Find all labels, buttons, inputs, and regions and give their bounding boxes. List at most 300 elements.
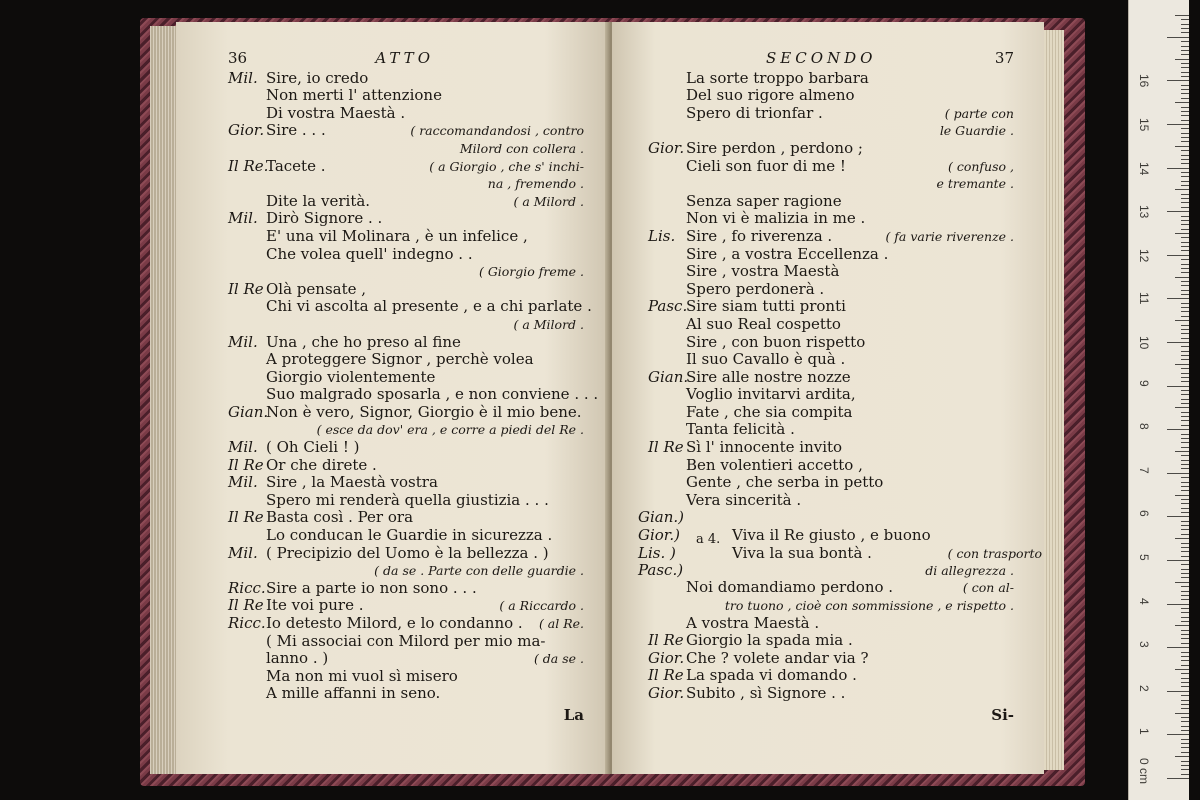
ruler-tick xyxy=(1181,447,1189,448)
verse-text: E' una vil Molinara , è un infelice , xyxy=(266,226,528,245)
ruler-tick xyxy=(1181,137,1189,138)
text-line xyxy=(228,404,584,422)
ruler-tick xyxy=(1175,582,1189,583)
ruler-tick xyxy=(1181,390,1189,391)
ruler-tick xyxy=(1181,220,1189,221)
quartet-stage-2: di allegrezza . xyxy=(925,563,1014,579)
ruler-tick xyxy=(1181,682,1189,683)
ruler-tick xyxy=(1181,569,1189,570)
stage-direction: ( a Milord . xyxy=(513,193,584,209)
text-line xyxy=(228,316,584,334)
stage-direction: e tremante . xyxy=(936,176,1014,192)
ruler-tick xyxy=(1181,595,1189,596)
verse-text: Non merti l' attenzione xyxy=(266,86,442,105)
verse-text: Una , che ho preso al fine xyxy=(266,332,461,351)
ruler-tick xyxy=(1167,168,1189,169)
ruler-tick xyxy=(1181,708,1189,709)
ruler-tick xyxy=(1181,32,1189,33)
ruler-tick xyxy=(1181,503,1189,504)
ruler-tick xyxy=(1181,202,1189,203)
text-line xyxy=(228,633,584,651)
verse-text: Sire siam tutti pronti xyxy=(686,297,846,316)
ruler-tick xyxy=(1167,298,1189,299)
ruler-unit-label: 0 cm xyxy=(1137,758,1151,785)
ruler-tick xyxy=(1181,765,1189,766)
quartet-speakers xyxy=(638,509,684,579)
ruler-tick xyxy=(1175,59,1189,60)
ruler-tick xyxy=(1181,665,1189,666)
text-line xyxy=(228,193,584,211)
text-line xyxy=(648,492,1014,510)
ruler-tick xyxy=(1181,76,1189,77)
ruler-tick xyxy=(1175,102,1189,103)
quartet-line-1-text: Viva il Re giusto , e buono xyxy=(732,526,931,545)
ruler-tick xyxy=(1181,455,1189,456)
ruler-tick xyxy=(1175,538,1189,539)
ruler-tick xyxy=(1181,98,1189,99)
ruler-tick xyxy=(1181,311,1189,312)
ruler-tick xyxy=(1181,325,1189,326)
ruler-tick xyxy=(1181,368,1189,369)
ruler-tick xyxy=(1181,303,1189,304)
left-page-header xyxy=(228,50,584,68)
verse-text: Dite la verità. xyxy=(266,191,371,210)
text-line xyxy=(228,439,584,457)
text-line xyxy=(228,385,599,404)
verse-text: lanno . ) xyxy=(266,649,329,668)
quartet-line-1 xyxy=(732,527,931,545)
ruler-tick xyxy=(1181,673,1189,674)
ruler-tick xyxy=(1181,521,1189,522)
ruler-tick xyxy=(1181,726,1189,727)
verse-text: Ite voi pure . xyxy=(266,596,364,615)
ruler-tick xyxy=(1181,403,1189,404)
text-line xyxy=(648,140,1014,158)
ruler-tick xyxy=(1181,769,1189,770)
text-line xyxy=(648,263,1014,281)
ruler-number: 2 xyxy=(1137,684,1151,692)
text-line xyxy=(648,70,1014,88)
verse-text: Gente , che serba in petto xyxy=(686,473,884,492)
ruler-tick xyxy=(1181,761,1189,762)
ruler-tick xyxy=(1181,586,1189,587)
verse-text: Cieli son fuor di me ! xyxy=(686,156,846,175)
ruler-tick xyxy=(1181,259,1189,260)
ruler-tick xyxy=(1181,285,1189,286)
quartet-speaker: Lis. ) xyxy=(638,543,676,562)
speaker-label: Mil. xyxy=(228,209,258,228)
ruler-tick xyxy=(1181,224,1189,225)
ruler-tick xyxy=(1167,80,1189,81)
text-line xyxy=(648,474,1014,492)
ruler-tick xyxy=(1167,516,1189,517)
ruler-tick xyxy=(1181,621,1189,622)
ruler-tick xyxy=(1181,19,1189,20)
ruler-tick xyxy=(1181,346,1189,347)
text-line xyxy=(648,210,1014,228)
verse-text: Non vi è malizia in me . xyxy=(686,209,866,228)
stage-direction: tro tuono , cioè con sommissione , e rispetto . xyxy=(724,598,1014,614)
verse-text: Tacete . xyxy=(266,156,326,175)
quartet-line-2 xyxy=(732,545,1042,563)
ruler-tick xyxy=(1181,85,1189,86)
ruler-tick xyxy=(1181,150,1189,151)
speaker-label: Mil. xyxy=(228,543,258,562)
ruler-number: 6 xyxy=(1137,510,1151,518)
ruler-tick xyxy=(1181,93,1189,94)
ruler-tick xyxy=(1181,242,1189,243)
stage-direction: ( da se . xyxy=(533,651,584,667)
stage-direction: na , fremendo . xyxy=(487,176,584,192)
ruler-number: 14 xyxy=(1137,161,1151,175)
ruler-number: 12 xyxy=(1137,248,1151,263)
ruler-tick xyxy=(1181,634,1189,635)
left-page-text xyxy=(228,68,599,703)
quartet-stage-1: ( con trasporto xyxy=(947,545,1042,561)
ruler-tick xyxy=(1175,756,1189,757)
ruler-tick xyxy=(1175,189,1189,190)
ruler-tick xyxy=(1181,556,1189,557)
text-line xyxy=(228,668,584,686)
left-running-head: ATTO xyxy=(375,49,434,67)
ruler-tick xyxy=(1181,438,1189,439)
verse-text: Fate , che sia compita xyxy=(686,402,853,421)
quartet-speaker: Gior.) xyxy=(638,526,680,545)
speaker-label: Il Re xyxy=(228,279,264,298)
speaker-label: Il Re xyxy=(648,438,684,457)
ruler-tick xyxy=(1181,551,1189,552)
ruler-tick xyxy=(1181,281,1189,282)
verse-text: Olà pensate , xyxy=(266,279,367,298)
text-line xyxy=(228,281,584,299)
ruler-tick xyxy=(1175,364,1189,365)
text-line xyxy=(228,527,584,545)
text-line xyxy=(648,386,1014,404)
text-line xyxy=(228,545,584,563)
ruler-tick xyxy=(1175,146,1189,147)
ruler-tick xyxy=(1181,704,1189,705)
quartet-marker: a 4. xyxy=(696,532,721,548)
stage-direction: le Guardie . xyxy=(939,123,1014,139)
speaker-label: Il Re xyxy=(648,666,684,685)
speaker-label: Gior. xyxy=(648,138,685,157)
verse-text: La spada vi domando . xyxy=(686,666,857,685)
ruler-tick xyxy=(1181,351,1189,352)
stage-direction: ( da se . Parte con delle guardie . xyxy=(374,563,584,579)
ruler-tick xyxy=(1181,185,1189,186)
verse-text: Dirò Signore . . xyxy=(266,209,383,228)
text-line xyxy=(648,334,1014,352)
ruler-tick xyxy=(1175,15,1189,16)
ruler-tick xyxy=(1167,342,1189,343)
verse-text: Lo conducan le Guardie in sicurezza . xyxy=(266,526,553,545)
ruler-tick xyxy=(1181,420,1189,421)
ruler-tick xyxy=(1181,529,1189,530)
ruler-tick xyxy=(1181,486,1189,487)
text-line xyxy=(648,122,1014,140)
ruler-tick xyxy=(1181,128,1189,129)
text-line xyxy=(648,351,1014,369)
ruler-tick xyxy=(1181,416,1189,417)
ruler-tick xyxy=(1175,233,1189,234)
stage-direction: ( fa varie riverenze . xyxy=(885,228,1014,244)
ruler-tick xyxy=(1181,543,1189,544)
ruler-tick xyxy=(1175,495,1189,496)
verse-text: Sire , vostra Maestà xyxy=(686,262,840,281)
text-line xyxy=(228,105,584,123)
ruler-tick xyxy=(1181,176,1189,177)
ruler-tick xyxy=(1181,381,1189,382)
ruler-tick xyxy=(1167,560,1189,561)
verse-text: Il suo Cavallo è quà . xyxy=(686,350,846,369)
speaker-label: Mil. xyxy=(228,68,258,87)
ruler-tick xyxy=(1181,268,1189,269)
text-line xyxy=(648,87,1014,105)
stage-direction: ( Giorgio freme . xyxy=(478,264,584,280)
speaker-label: Gian. xyxy=(648,367,689,386)
ruler-tick xyxy=(1181,774,1189,775)
ruler-tick xyxy=(1181,394,1189,395)
ruler-tick xyxy=(1181,412,1189,413)
ruler-tick xyxy=(1167,255,1189,256)
verse-text: Io detesto Milord, e lo condanno . xyxy=(266,614,523,632)
ruler-tick xyxy=(1181,608,1189,609)
ruler-tick xyxy=(1181,229,1189,230)
verse-text: Giorgio violentemente xyxy=(266,367,436,386)
text-line xyxy=(648,298,1014,316)
verse-text: Vera sincerità . xyxy=(686,490,802,509)
text-line xyxy=(228,297,592,316)
text-line xyxy=(228,122,584,140)
ruler-tick xyxy=(1175,451,1189,452)
ruler-tick xyxy=(1167,429,1189,430)
text-line xyxy=(648,667,1014,685)
ruler-tick xyxy=(1181,660,1189,661)
ruler-tick xyxy=(1181,434,1189,435)
text-line xyxy=(648,404,1014,422)
verse-text: Basta così . Per ora xyxy=(266,508,414,527)
right-page-header xyxy=(648,50,1014,68)
text-line xyxy=(648,597,1014,615)
ruler-tick xyxy=(1181,24,1189,25)
stage-direction: ( raccomandandosi , contro xyxy=(410,123,584,139)
speaker-label: Il Re xyxy=(228,455,264,474)
speaker-label: Gior. xyxy=(648,684,685,702)
ruler-tick xyxy=(1181,652,1189,653)
text-line xyxy=(228,351,584,369)
speaker-label: Il Re xyxy=(228,596,264,615)
quartet-line-2-text: Viva la sua bontà . xyxy=(732,543,872,562)
ruler-tick xyxy=(1181,656,1189,657)
speaker-label: Il Re. xyxy=(228,156,269,175)
ruler-tick xyxy=(1167,211,1189,212)
text-line xyxy=(228,210,584,228)
text-line xyxy=(228,246,584,264)
ruler-tick xyxy=(1181,272,1189,273)
ruler-tick xyxy=(1181,730,1189,731)
ruler-tick xyxy=(1181,617,1189,618)
ruler-tick xyxy=(1181,89,1189,90)
verse-text: Tanta felicità . xyxy=(686,420,795,439)
ruler-number: 5 xyxy=(1137,554,1151,561)
verse-text: Sire, io credo xyxy=(266,68,369,87)
ruler-number: 1 xyxy=(1137,728,1151,736)
stage-direction: ( parte con xyxy=(944,105,1014,121)
ruler-tick xyxy=(1181,373,1189,374)
verse-text: Sire a parte io non sono . . . xyxy=(266,578,477,597)
ruler-tick xyxy=(1181,442,1189,443)
text-line xyxy=(648,369,1014,387)
speaker-label: Gior. xyxy=(228,121,265,140)
ruler-tick xyxy=(1181,237,1189,238)
ruler-tick xyxy=(1181,512,1189,513)
text-line xyxy=(228,509,584,527)
verse-text: Spero perdonerà . xyxy=(686,279,825,298)
text-line xyxy=(648,246,1014,264)
stage-direction: ( a Riccardo . xyxy=(499,598,584,614)
ruler-number: 13 xyxy=(1137,205,1151,219)
text-line xyxy=(648,228,1014,246)
ruler-tick xyxy=(1181,107,1189,108)
ruler-tick xyxy=(1181,739,1189,740)
text-line xyxy=(228,158,584,176)
text-line xyxy=(648,439,1014,457)
ruler-tick xyxy=(1181,612,1189,613)
text-line xyxy=(228,334,584,352)
ruler-tick xyxy=(1167,37,1189,38)
ruler-tick xyxy=(1175,669,1189,670)
ruler-tick xyxy=(1181,643,1189,644)
text-line xyxy=(228,580,584,598)
speaker-label: Ricc. xyxy=(228,578,266,597)
text-line xyxy=(228,492,584,510)
verse-text: Giorgio la spada mia . xyxy=(686,631,853,650)
ruler-tick xyxy=(1181,721,1189,722)
speaker-label: Mil. xyxy=(228,473,258,492)
left-catchword: La xyxy=(563,705,584,724)
ruler-tick xyxy=(1181,591,1189,592)
ruler-tick xyxy=(1181,377,1189,378)
ruler-tick xyxy=(1181,482,1189,483)
verse-text: ( Mi associai con Milord per mio ma- xyxy=(266,631,546,650)
text-line xyxy=(648,685,1014,703)
ruler-tick xyxy=(1167,473,1189,474)
ruler-tick xyxy=(1181,338,1189,339)
speaker-label: Pasc. xyxy=(648,297,688,316)
verse-text: Sire perdon , perdono ; xyxy=(686,138,863,157)
verse-text: Di vostra Maestà . xyxy=(266,103,406,122)
speaker-label: Il Re xyxy=(648,631,684,650)
ruler-tick xyxy=(1181,695,1189,696)
stage-direction: ( a Milord . xyxy=(513,316,584,332)
ruler-tick xyxy=(1167,778,1189,779)
verse-text: Suo malgrado sposarla , e non conviene . . . xyxy=(266,385,599,404)
text-line xyxy=(228,474,584,492)
verse-text: Al suo Real cospetto xyxy=(686,314,841,333)
verse-text: Che volea quell' indegno . . xyxy=(266,244,473,263)
ruler-tick xyxy=(1181,46,1189,47)
measurement-ruler xyxy=(1128,0,1189,800)
verse-text: Che ? volete andar via ? xyxy=(686,648,869,667)
text-line xyxy=(228,421,584,439)
ruler-tick xyxy=(1181,355,1189,356)
ruler-number: 9 xyxy=(1137,379,1151,387)
stage-direction: ( con al- xyxy=(962,580,1014,596)
ruler-tick xyxy=(1181,198,1189,199)
ruler-tick xyxy=(1181,477,1189,478)
verse-text: Noi domandiamo perdono . xyxy=(686,578,894,597)
ruler-number: 10 xyxy=(1137,336,1151,350)
ruler-tick xyxy=(1181,163,1189,164)
ruler-tick xyxy=(1181,54,1189,55)
text-line xyxy=(648,281,1014,299)
verse-text: Chi vi ascolta al presente , e a chi parlate . xyxy=(266,297,592,316)
ruler-tick xyxy=(1167,647,1189,648)
ruler-tick xyxy=(1181,359,1189,360)
ruler-number: 4 xyxy=(1137,597,1151,605)
speaker-label: Mil. xyxy=(228,332,258,351)
ruler-tick xyxy=(1181,573,1189,574)
text-line xyxy=(648,615,1014,633)
quartet-speaker: Pasc.) xyxy=(638,561,684,580)
verse-text: La sorte troppo barbara xyxy=(686,68,869,87)
ruler-tick xyxy=(1181,399,1189,400)
ruler-tick xyxy=(1167,124,1189,125)
text-line xyxy=(228,457,584,475)
ruler-tick xyxy=(1181,155,1189,156)
text-line xyxy=(648,193,1014,211)
ruler-tick xyxy=(1181,67,1189,68)
left-page xyxy=(176,22,610,774)
ruler-tick xyxy=(1181,525,1189,526)
ruler-tick xyxy=(1181,564,1189,565)
text-line xyxy=(228,650,584,668)
verse-text: Spero di trionfar . xyxy=(686,103,823,122)
ruler-tick xyxy=(1181,316,1189,317)
text-line xyxy=(228,597,584,615)
right-catchword: Si- xyxy=(991,705,1014,724)
ruler-tick xyxy=(1181,464,1189,465)
ruler-tick xyxy=(1175,277,1189,278)
quartet-speaker: Gian.) xyxy=(638,508,685,527)
stage-direction: ( esce da dov' era , e corre a piedi del Re . xyxy=(316,422,584,438)
verse-text: ( Precipizio del Uomo è la bellezza . ) xyxy=(266,543,549,562)
ruler-tick xyxy=(1181,159,1189,160)
ruler-tick xyxy=(1181,172,1189,173)
right-page xyxy=(612,22,1044,774)
verse-text: Or che direte . xyxy=(266,455,377,474)
ruler-number: 3 xyxy=(1137,641,1151,648)
right-running-head: SECONDO xyxy=(766,49,877,67)
ruler-tick xyxy=(1181,307,1189,308)
ruler-tick xyxy=(1181,133,1189,134)
speaker-label: Lis. xyxy=(648,226,676,245)
text-line xyxy=(228,685,584,703)
text-line xyxy=(228,70,584,88)
ruler-tick xyxy=(1181,460,1189,461)
verse-text: ( Oh Cieli ! ) xyxy=(266,438,360,457)
ruler-tick xyxy=(1181,717,1189,718)
speaker-label: Gior. xyxy=(648,648,685,667)
verse-text: Non è vero, Signor, Giorgio è il mio bene. xyxy=(266,402,582,421)
text-line xyxy=(228,175,584,193)
verse-text: A mille affanni in seno. xyxy=(266,684,441,703)
verse-text: Sire , la Maestà vostra xyxy=(266,473,438,492)
verse-text: Spero mi renderà quella giustizia . . . xyxy=(266,490,549,509)
ruler-tick xyxy=(1181,747,1189,748)
speaker-label: Gian. xyxy=(228,402,269,421)
ruler-tick xyxy=(1181,577,1189,578)
